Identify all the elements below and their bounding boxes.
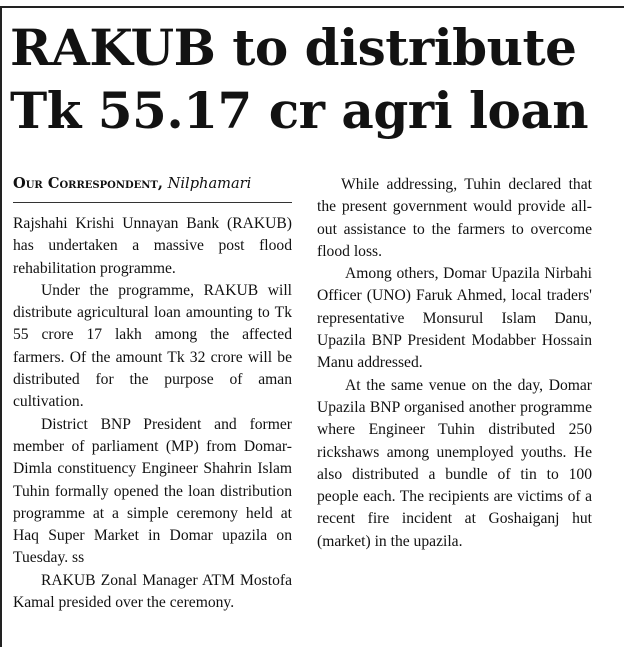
headline-line-1: RAKUB to distribute [10, 18, 577, 77]
article-paragraph: Among others, Domar Upazila Nirbahi Officer (UNO) Faruk Ahmed, local traders' representative Monsurul Islam Danu, Upazila BNP President Modabber Hossain Manu addressed. [317, 265, 592, 372]
article-paragraph: At the same venue on the day, Domar Upazila BNP organised another programme where Engineer Tuhin distributed 250 rickshaws among unemployed youths. He also distributed a bundle of tin to 100 people each. The recipients are victims of a recent fire incident at Goshaiganj hut (market) in the upazila. [317, 376, 592, 550]
headline [10, 16, 618, 142]
article-paragraph: While addressing, Tuhin declared that the present government would provide all-out assistance to the farmers to overcome flood loss. [317, 176, 592, 260]
top-rule [0, 6, 624, 8]
article-paragraph: Rajshahi Krishi Unnayan Bank (RAKUB) has undertaken a massive post flood rehabilitation programme. [13, 215, 292, 277]
article-column-left [13, 174, 292, 614]
byline-location: Nilphamari [167, 175, 252, 192]
article-column-right [317, 174, 592, 553]
article-paragraph: District BNP President and former member of parliament (MP) from Domar-Dimla constituency Engineer Shahrin Islam Tuhin formally opened the loan distribution programme at a simple ceremony held at Haq Super Market in Domar upazila on Tuesday. ss [13, 415, 292, 567]
left-rule [0, 6, 2, 647]
article-paragraph: Under the programme, RAKUB will distribute agricultural loan amounting to Tk 55 crore 17 lakh among the affected farmers. Of the amount Tk 32 crore will be distributed for the purpose of aman cultivation. [13, 281, 292, 411]
byline-correspondent: Our Correspondent, [13, 175, 163, 192]
article-paragraph: RAKUB Zonal Manager ATM Mostofa Kamal presided over the ceremony. [13, 571, 292, 612]
byline [13, 174, 292, 203]
headline-line-2: Tk 55.17 cr agri loan [10, 81, 589, 140]
